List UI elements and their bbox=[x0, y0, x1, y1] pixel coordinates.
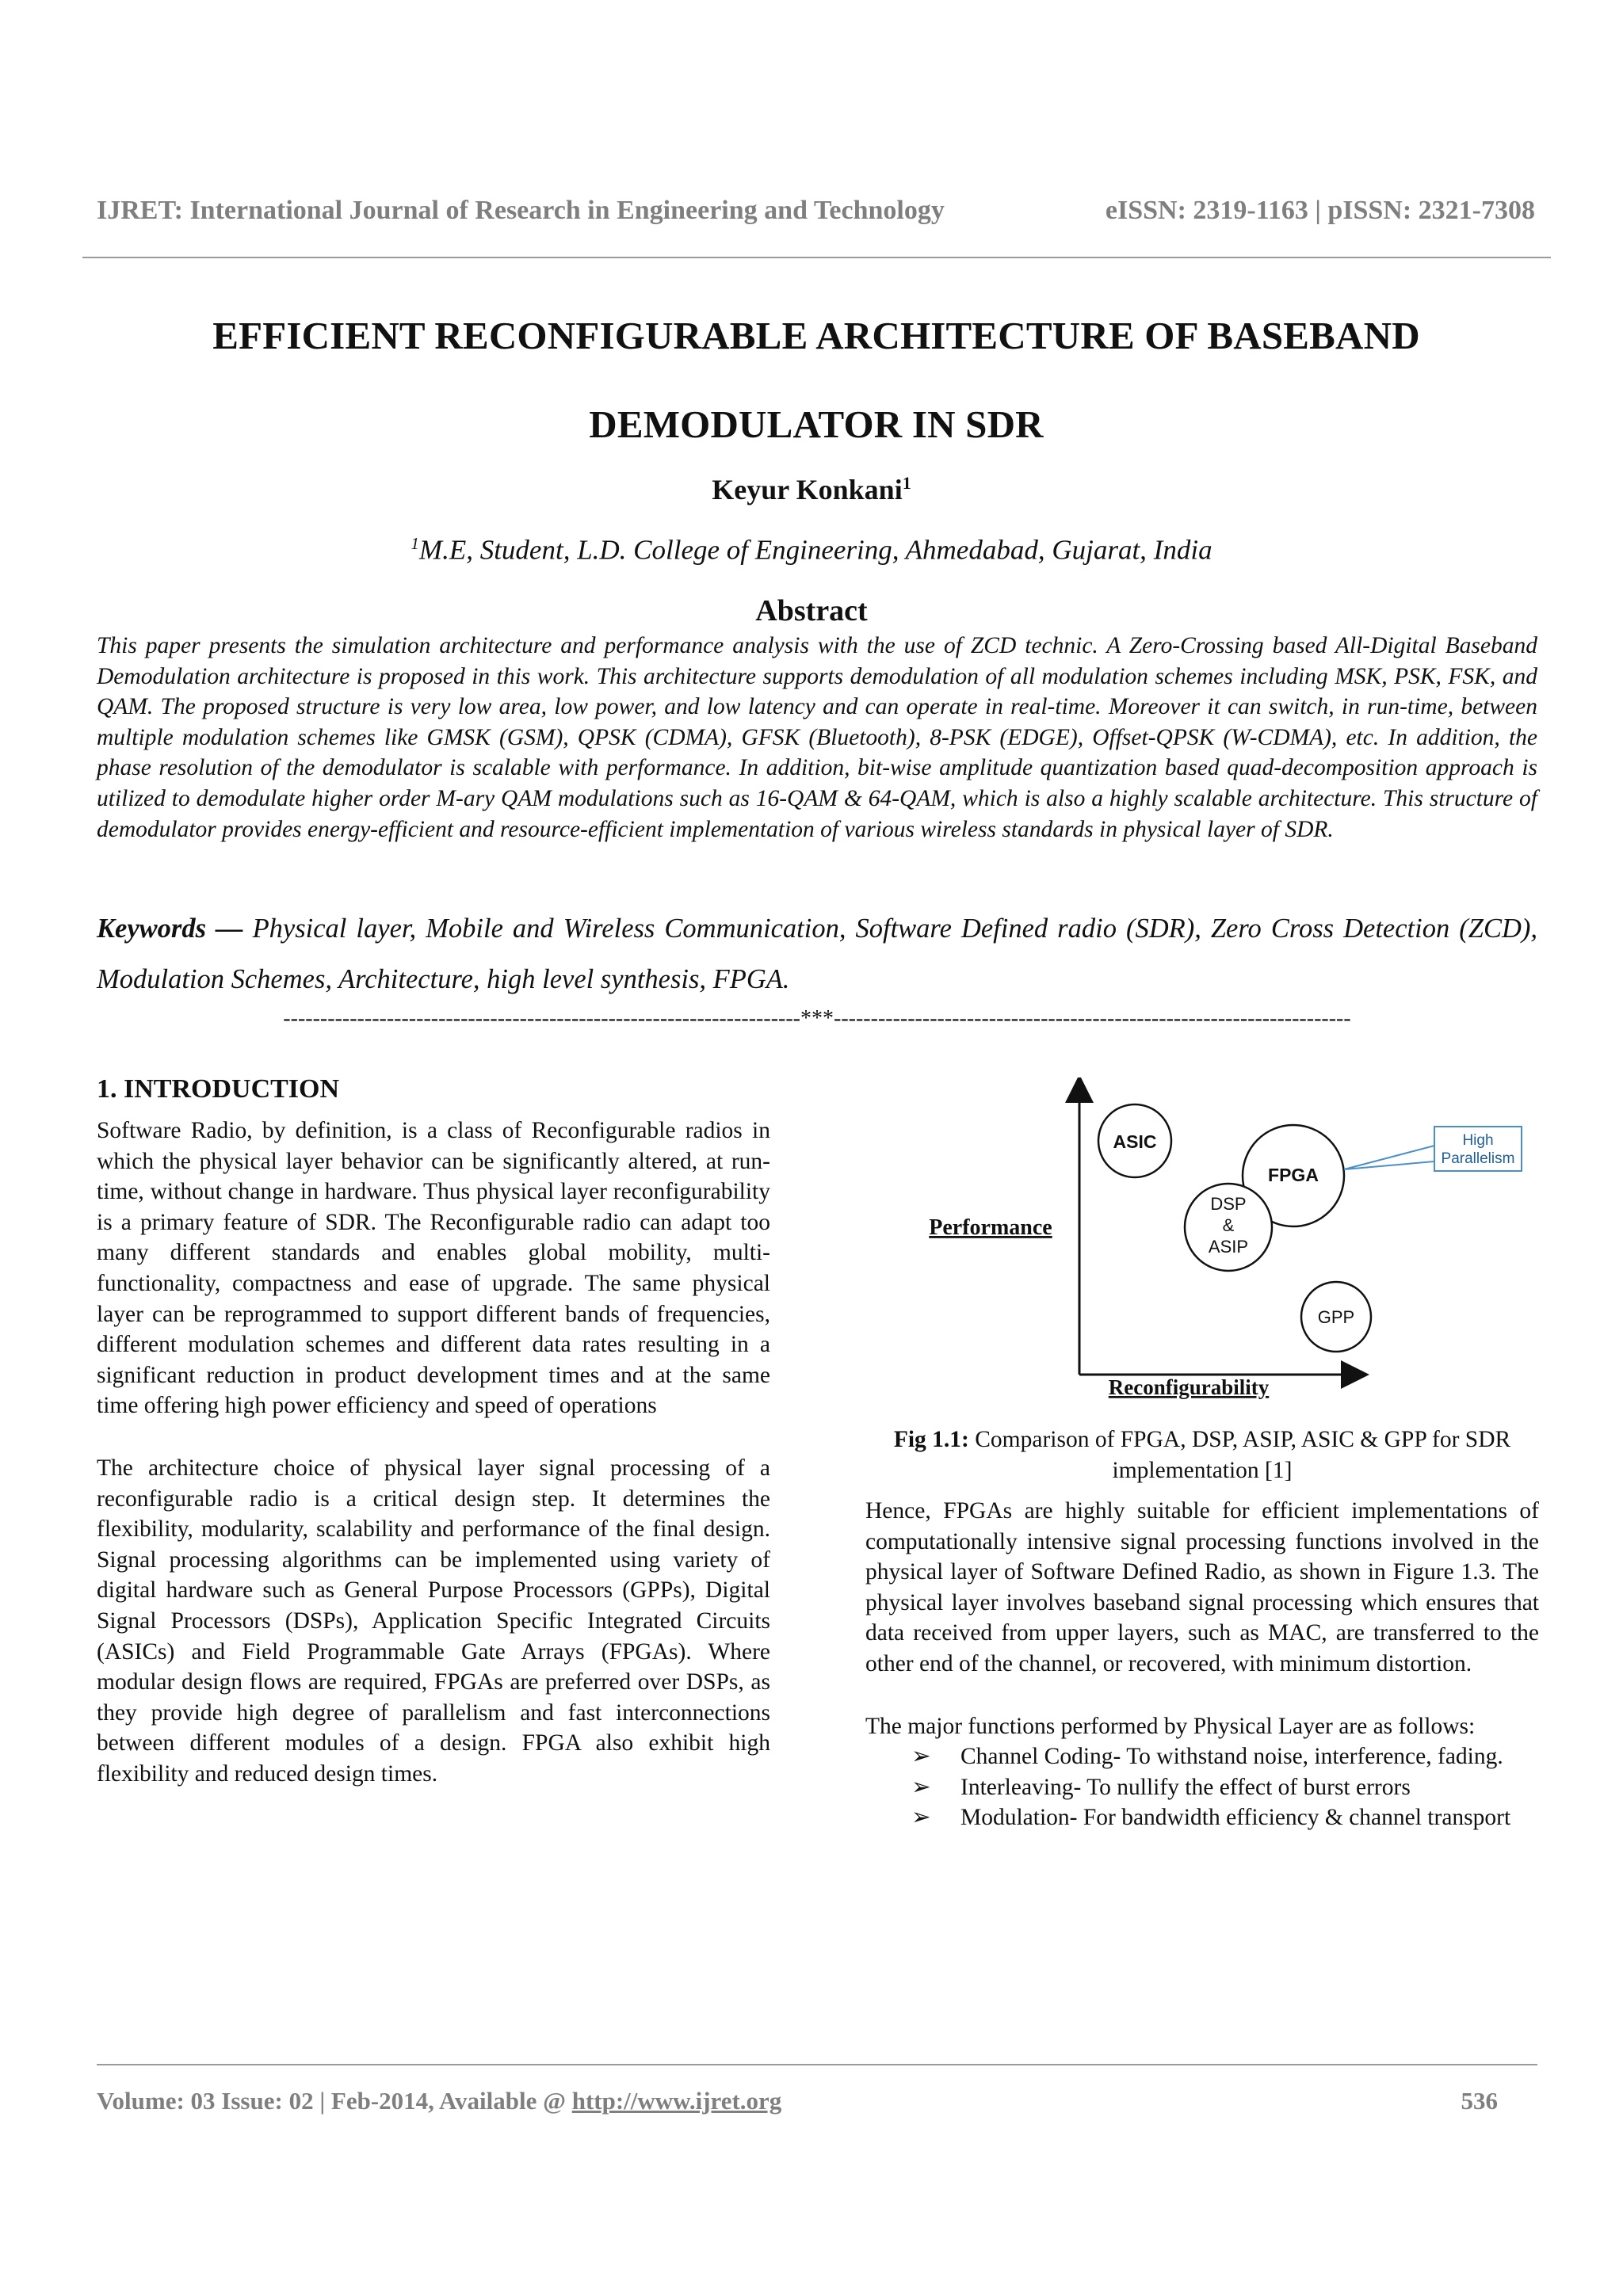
asip-label: ASIP bbox=[1208, 1237, 1249, 1257]
callout-text-line-2: Parallelism bbox=[1441, 1150, 1515, 1167]
dsp-label: DSP bbox=[1210, 1194, 1247, 1214]
list-item bbox=[865, 1802, 1539, 1833]
list-item-text: Interleaving- To nullify the effect of burst errors bbox=[960, 1774, 1411, 1800]
abstract-heading: Abstract bbox=[755, 594, 868, 627]
title-line-1: EFFICIENT RECONFIGURABLE ARCHITECTURE OF BASEBAND bbox=[212, 314, 1420, 357]
right-paragraph-2: The major functions performed by Physical Layer are as follows: bbox=[865, 1713, 1476, 1739]
keywords-label: Keywords — bbox=[97, 913, 243, 944]
journal-link[interactable]: http://www.ijret.org bbox=[571, 2087, 782, 2115]
x-axis-label: Reconfigurability bbox=[1108, 1375, 1270, 1399]
affiliation-text: M.E, Student, L.D. College of Engineering, Ahmedabad, Gujarat, India bbox=[418, 534, 1212, 566]
gpp-label: GPP bbox=[1317, 1307, 1355, 1327]
list-item bbox=[865, 1772, 1539, 1803]
section-separator: ----------------------------------------------------------------------***---------------------------------------------------------------------- bbox=[283, 1006, 1351, 1031]
intro-paragraph-2: The architecture choice of physical layer signal processing of a reconfigurable radio is a critical design step. It determines the flexibility, modularity, scalability and performance of the final design. Signal processing algorithms can be implemented using variety of digital hardware such as General Purpose Processors (GPPs), Digital Signal Processors (DSPs), Application Specific Integrated Circuits (ASICs) and Field Programmable Gate Arrays (FPGAs). Where modular design flows are required, FPGAs are preferred over DSPs, as they provide high degree of parallelism and fast interconnections between different modules of a design. FPGA also exhibit high flexibility and reduced design times. bbox=[97, 1455, 770, 1787]
title-line-2: DEMODULATOR IN SDR bbox=[589, 402, 1044, 446]
callout-text-line-1: High bbox=[1462, 1132, 1494, 1149]
callout-pointer bbox=[1344, 1146, 1434, 1169]
list-item-text: Modulation- For bandwidth efficiency & channel transport bbox=[960, 1805, 1511, 1831]
issn: eISSN: 2319-1163 | pISSN: 2321-7308 bbox=[1105, 196, 1535, 225]
keywords-text: Physical layer, Mobile and Wireless Communication, Software Defined radio (SDR), Zero Cross Detection (ZCD), Modulation Schemes, Architecture, high level synthesis, FPGA. bbox=[97, 913, 1537, 994]
intro-paragraph-1: Software Radio, by definition, is a class of Reconfigurable radios in which the physical layer behavior can be significantly altered, at run-time, without change in hardware. Thus physical layer reconfigurability is a primary feature of SDR. The Reconfigurable radio can adapt too many different standards and enables global mobility, multi-functionality, compactness and ease of upgrade. The same physical layer can be reprogrammed to support different bands of frequencies, different modulation schemes and different data rates resulting in a significant reduction in product development times and at the same time offering high power efficiency and speed of operations bbox=[97, 1118, 770, 1419]
caption-text: Comparison of FPGA, DSP, ASIP, ASIC & GPP for SDR implementation [1] bbox=[968, 1427, 1511, 1483]
author-sup: 1 bbox=[902, 473, 911, 493]
author bbox=[0, 466, 1623, 507]
list-item bbox=[865, 1741, 1539, 1772]
affiliation-sup: 1 bbox=[411, 534, 419, 553]
dsp-amp-label: & bbox=[1222, 1215, 1235, 1235]
bullet-arrow-icon: ➢ bbox=[911, 1744, 931, 1770]
caption-label: Fig 1.1: bbox=[893, 1427, 969, 1452]
right-paragraph-1: Hence, FPGAs are highly suitable for efficient implementations of computationally intensive signal processing functions involved in the physical layer of Software Defined Radio, as shown in Figure 1.3. The physical layer involves baseband signal processing which ensures that data received from upper layers, such as MAC, are transferred to the other end of the channel, or recovered, with minimum distortion. bbox=[865, 1498, 1539, 1676]
footer-rule bbox=[97, 2064, 1537, 2065]
footer-info bbox=[97, 2085, 781, 2117]
left-column bbox=[97, 1071, 770, 1821]
list-item-text: Channel Coding- To withstand noise, interference, fading. bbox=[960, 1744, 1503, 1770]
bullet-arrow-icon: ➢ bbox=[911, 1774, 931, 1800]
running-footer bbox=[97, 2085, 1498, 2117]
figure-caption bbox=[865, 1425, 1539, 1486]
paper-title bbox=[111, 292, 1522, 469]
journal-name: IJRET: International Journal of Research in Engineering and Technology bbox=[97, 196, 945, 225]
asic-label: ASIC bbox=[1113, 1131, 1157, 1152]
figure-comparison-diagram bbox=[911, 1077, 1529, 1410]
keywords bbox=[97, 903, 1537, 1005]
affiliation bbox=[0, 526, 1623, 568]
function-list bbox=[865, 1741, 1539, 1833]
author-name: Keyur Konkani bbox=[712, 474, 903, 505]
running-header bbox=[97, 195, 1535, 227]
section-heading-introduction: 1. INTRODUCTION bbox=[97, 1074, 340, 1104]
fpga-label: FPGA bbox=[1268, 1165, 1319, 1185]
header-rule bbox=[82, 257, 1551, 258]
footer-volume: Volume: 03 Issue: 02 | Feb-2014, Available @ bbox=[97, 2087, 572, 2115]
bullet-arrow-icon: ➢ bbox=[911, 1805, 931, 1831]
abstract-body: This paper presents the simulation architecture and performance analysis with the use of ZCD technic. A Zero-Crossing based All-Digital Baseband Demodulation architecture is proposed in this work. This architecture supports demodulation of all modulation schemes including MSK, PSK, FSK, and QAM. The proposed structure is very low area, low power, and low latency and can operate in real-time. Moreover it can switch, in run-time, between multiple modulation schemes like GMSK (GSM), QPSK (CDMA), GFSK (Bluetooth), 8-PSK (EDGE), Offset-QPSK (W-CDMA), etc. In addition, the phase resolution of the demodulator is scalable with performance. In addition, bit-wise amplitude quantization based quad-decomposition approach is utilized to demodulate higher order M-ary QAM modulations such as 16-QAM & 64-QAM, which is also a highly scalable architecture. This structure of demodulator provides energy-efficient and resource-efficient implementation of various wireless standards in physical layer of SDR. bbox=[97, 633, 1537, 842]
right-column bbox=[865, 1496, 1539, 1833]
page-number: 536 bbox=[1461, 2087, 1498, 2115]
y-axis-label: Performance bbox=[929, 1215, 1052, 1240]
